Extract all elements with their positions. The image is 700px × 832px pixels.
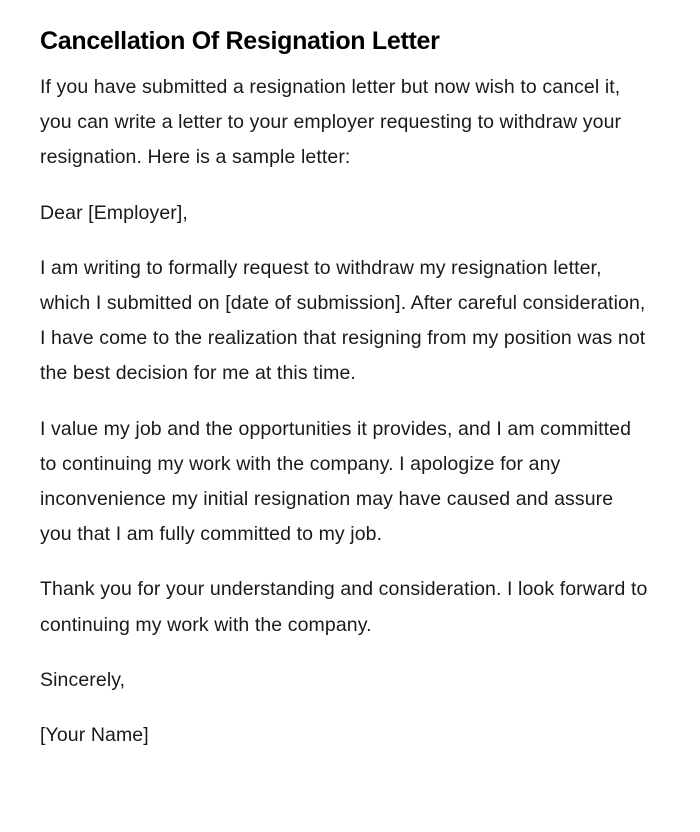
- salutation: Dear [Employer],: [40, 201, 188, 224]
- signature-placeholder: [Your Name]: [40, 724, 149, 747]
- body-paragraph-request: I am writing to formally request to withdraw my resignation letter, which I submitted on [date of submission]. After careful consideration, I have come to the realization that resigning from my position was not the best decision for me at this time.: [40, 256, 646, 385]
- document-title: Cancellation Of Resignation Letter: [40, 27, 440, 55]
- body-paragraph-thanks: Thank you for your understanding and consideration. I look forward to continuing my work with the company.: [40, 578, 648, 636]
- closing: Sincerely,: [40, 668, 126, 691]
- letter-document: [40, 22, 650, 773]
- intro-paragraph: If you have submitted a resignation letter but now wish to cancel it, you can write a letter to your employer requesting to withdraw your resignation. Here is a sample letter:: [40, 76, 622, 169]
- body-paragraph-commitment: I value my job and the opportunities it provides, and I am committed to continuing my work with the company. I apologize for any inconvenience my initial resignation may have caused and assure you that I am fully committed to my job.: [40, 417, 632, 546]
